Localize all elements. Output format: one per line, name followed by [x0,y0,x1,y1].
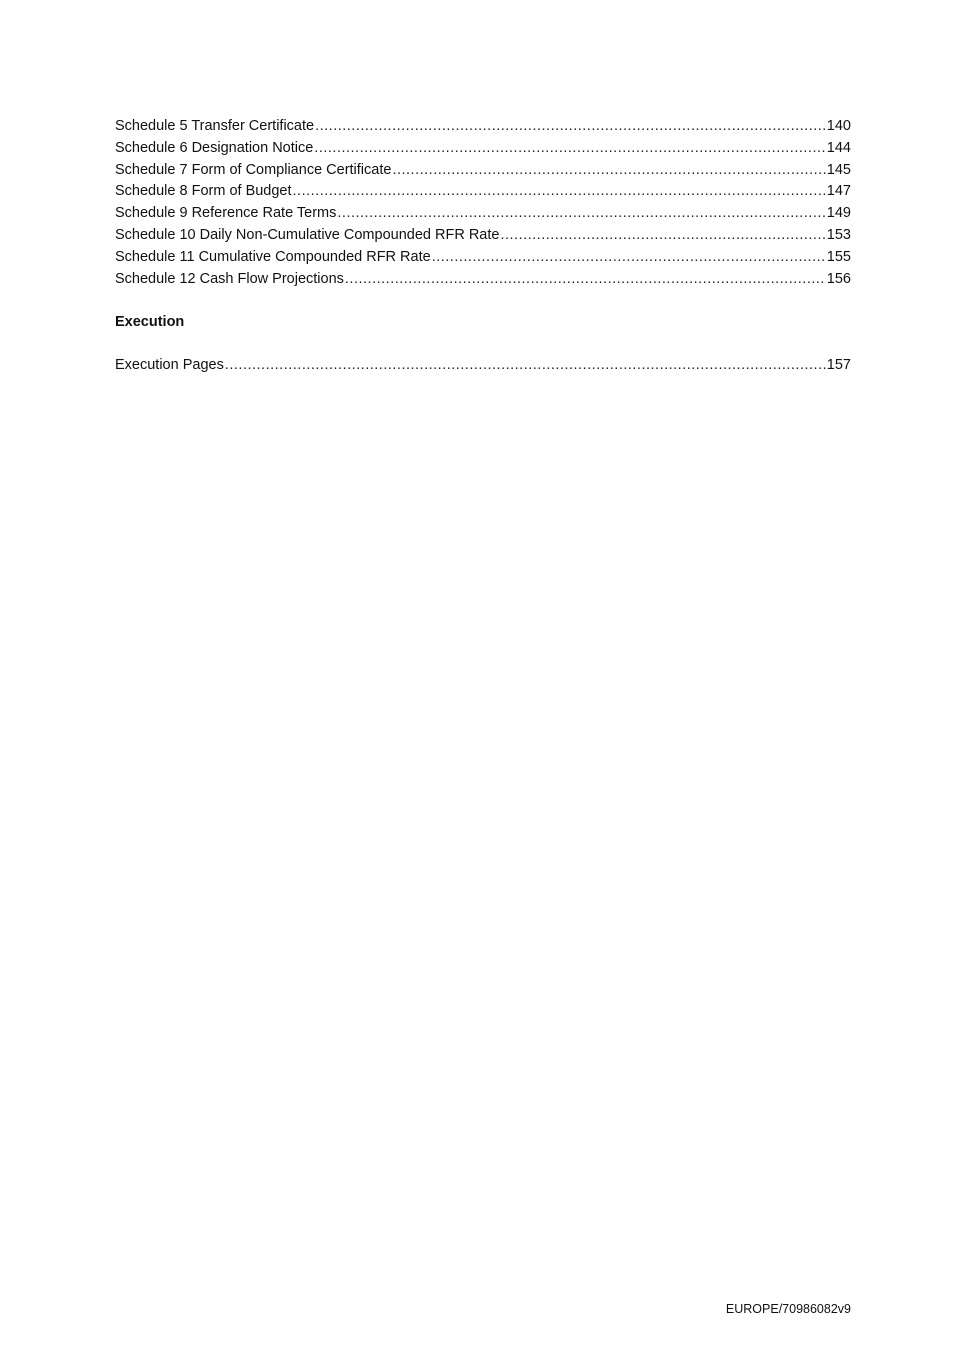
toc-entry-label: Schedule 11 Cumulative Compounded RFR Rate [115,248,431,265]
table-of-contents [115,116,851,377]
toc-entry-label: Schedule 12 Cash Flow Projections [115,270,344,287]
dot-leader [345,269,826,291]
toc-entry-page-number: 140 [826,118,851,134]
toc-entry-page-number: 156 [826,270,851,287]
toc-entry-label: Schedule 7 Form of Compliance Certificate [115,161,392,178]
toc-entry-page-number: 149 [826,205,851,222]
toc-entry-page-number: 145 [826,161,851,178]
toc-entry-label: Schedule 9 Reference Rate Terms [115,205,337,222]
document-reference: EUROPE/70986082v9 [725,1302,851,1316]
dot-leader [432,247,826,269]
toc-entry-schedule-11[interactable] [115,247,851,269]
dot-leader [392,160,825,182]
toc-entry-label: Schedule 8 Form of Budget [115,183,292,200]
toc-section-heading-execution: Execution [115,314,185,331]
toc-entry-schedule-9[interactable] [115,203,851,225]
toc-entry-page-number: 153 [826,226,851,243]
toc-entry-schedule-5[interactable] [115,116,851,138]
toc-entry-schedule-12[interactable] [115,269,851,291]
toc-entry-label: Execution Pages [115,357,224,374]
dot-leader [500,225,825,247]
toc-entry-label: Schedule 5 Transfer Certificate [115,118,315,134]
dot-leader [293,181,826,203]
toc-entry-schedule-6[interactable] [115,138,851,160]
toc-entry-schedule-10[interactable] [115,225,851,247]
dot-leader [337,203,825,225]
dot-leader [225,355,826,377]
dot-leader [315,116,826,138]
toc-entry-execution-pages[interactable] [115,355,851,377]
toc-entry-page-number: 157 [826,357,851,374]
dot-leader [314,138,826,160]
toc-entry-page-number: 147 [826,183,851,200]
toc-entry-page-number: 155 [826,248,851,265]
toc-entry-schedule-7[interactable] [115,160,851,182]
toc-entry-label: Schedule 10 Daily Non-Cumulative Compounded RFR Rate [115,226,500,243]
toc-entry-page-number: 144 [826,139,851,156]
toc-entry-schedule-8[interactable] [115,181,851,203]
toc-entry-label: Schedule 6 Designation Notice [115,139,314,156]
